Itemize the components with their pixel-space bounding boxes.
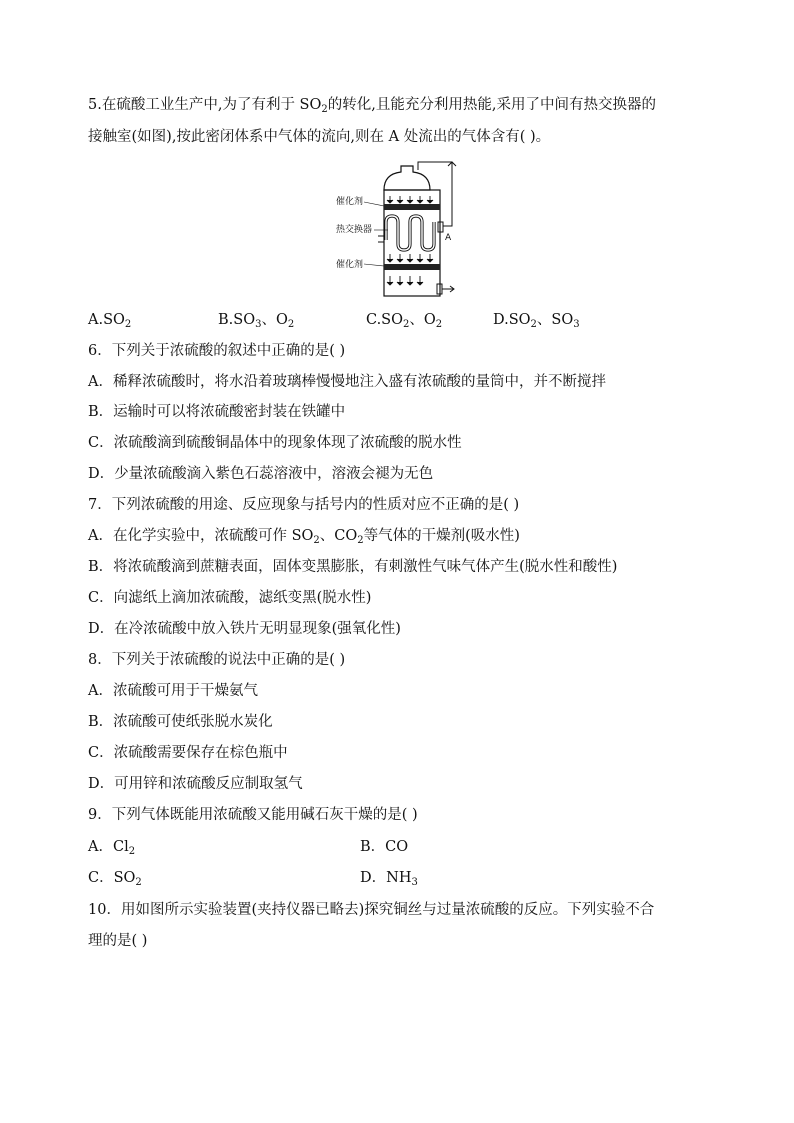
label-outlet-a: A — [445, 233, 452, 243]
q9-option-c[interactable]: C．$SO_2$ — [88, 870, 142, 888]
q9-option-b[interactable]: B．CO — [360, 839, 409, 855]
return-pipe-top — [418, 162, 432, 170]
label-catalyst-bottom: 催化剂 — [336, 260, 364, 270]
chamber-dome — [384, 166, 430, 190]
q10-stem-line-2: 理的是( ) — [88, 933, 148, 949]
q5-option-a[interactable]: $A.SO_2$ — [88, 312, 132, 330]
q5-option-b[interactable]: $B.SO_3$、$O_2$ — [218, 312, 295, 330]
catalyst-layer-bottom — [384, 264, 440, 270]
q6-option-b[interactable]: B．运输时可以将浓硫酸密封装在铁罐中 — [88, 404, 346, 420]
q9-option-d[interactable]: D．$NH_3$ — [360, 870, 418, 888]
q5-option-d[interactable]: $D.SO_2$、$SO_3$ — [493, 312, 580, 330]
q5-stem-line-2: 接触室(如图),按此密闭体系中气体的流向,则在 A 处流出的气体含有( )。 — [88, 129, 551, 145]
q7-option-a[interactable]: A．在化学实验中，浓硫酸可作 $SO_2$、$CO_2$等气体的干燥剂(吸水性) — [88, 528, 520, 546]
q7-option-d[interactable]: D．在冷浓硫酸中放入铁片无明显现象(强氧化性) — [88, 621, 401, 637]
q7-stem: 7．下列浓硫酸的用途、反应现象与括号内的性质对应不正确的是( ) — [88, 497, 520, 513]
outlet-arrow-icon — [442, 286, 454, 292]
q7-option-c[interactable]: C．向滤纸上滴加浓硫酸，滤纸变黑(脱水性) — [88, 590, 372, 606]
q8-option-c[interactable]: C．浓硫酸需要保存在棕色瓶中 — [88, 745, 288, 761]
return-pipe — [432, 162, 452, 226]
q8-option-b[interactable]: B．浓硫酸可使纸张脱水炭化 — [88, 714, 273, 730]
q8-option-a[interactable]: A．浓硫酸可用于干燥氨气 — [88, 683, 258, 699]
leader-line — [364, 264, 384, 266]
q6-stem: 6．下列关于浓硫酸的叙述中正确的是( ) — [88, 343, 346, 359]
q7-option-b[interactable]: B．将浓硫酸滴到蔗糖表面，固体变黑膨胀，有刺激性气味气体产生(脱水性和酸性) — [88, 559, 618, 575]
q9-option-a[interactable]: A．$Cl_2$ — [88, 839, 136, 857]
q6-option-c[interactable]: C．浓硫酸滴到硫酸铜晶体中的现象体现了浓硫酸的脱水性 — [88, 435, 462, 451]
q5-option-c[interactable]: $C.SO_2$、$O_2$ — [366, 312, 443, 330]
left-inlet — [378, 236, 384, 242]
heat-exchanger-tube-inner — [386, 216, 434, 250]
q6-option-a[interactable]: A．稀释浓硫酸时，将水沿着玻璃棒慢慢地注入盛有浓硫酸的量筒中，并不断搅拌 — [88, 374, 606, 390]
catalyst-layer-top — [384, 204, 440, 210]
q9-stem: 9．下列气体既能用浓硫酸又能用碱石灰干燥的是( ) — [88, 807, 418, 823]
q8-option-d[interactable]: D．可用锌和浓硫酸反应制取氢气 — [88, 776, 303, 792]
q10-stem-line-1: 10．用如图所示实验装置(夹持仪器已略去)探究铜丝与过量浓硫酸的反应。下列实验不合 — [88, 902, 655, 918]
label-catalyst-top: 催化剂 — [336, 197, 364, 207]
q5-stem-line-1: 5.在硫酸工业生产中,为了有利于 $SO_2$的转化,且能充分利用热能,采用了中间有热交换器的 — [88, 97, 656, 115]
q8-stem: 8．下列关于浓硫酸的说法中正确的是( ) — [88, 652, 346, 668]
q6-option-d[interactable]: D．少量浓硫酸滴入紫色石蕊溶液中，溶液会褪为无色 — [88, 466, 434, 482]
leader-line — [364, 202, 384, 206]
contact-chamber-diagram — [334, 160, 464, 302]
label-heat-exchanger: 热交换器 — [336, 225, 373, 235]
